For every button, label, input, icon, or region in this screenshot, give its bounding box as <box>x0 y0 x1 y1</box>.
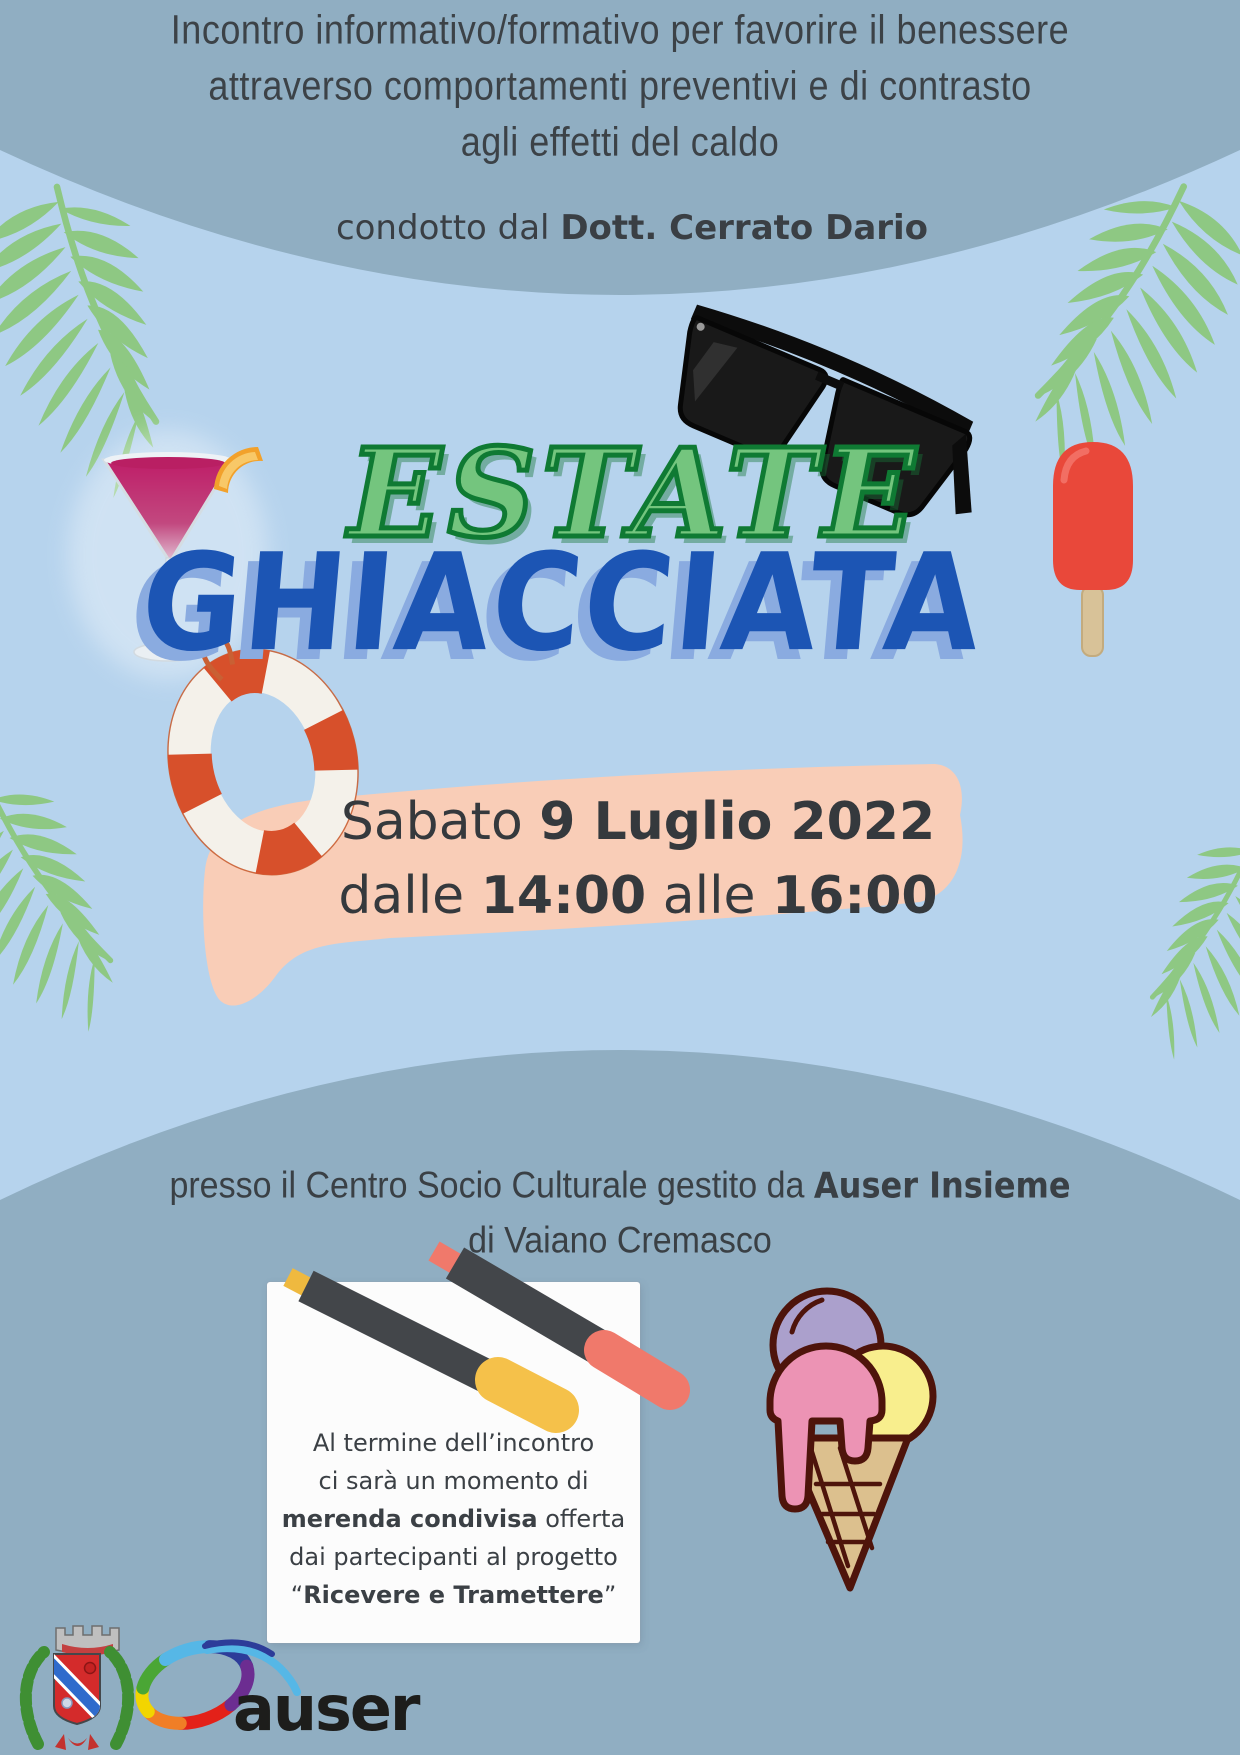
conducted-prefix: condotto dal <box>335 208 561 248</box>
note-line-2: ci sarà un momento di <box>318 1467 589 1495</box>
conducted-by-line <box>12 208 1240 248</box>
note-text <box>267 1424 640 1614</box>
venue-prefix: presso il Centro Socio Culturale gestito da <box>169 1164 814 1207</box>
end-time: 16:00 <box>772 866 938 926</box>
note-line-3 <box>267 1500 640 1538</box>
event-date-line <box>18 792 1240 852</box>
venue-org: Auser Insieme <box>813 1164 1071 1207</box>
from-label: dalle <box>338 866 481 926</box>
venue-line-1 <box>0 1158 1240 1213</box>
header-line-2: attraverso comportamenti preventivi e di contrasto <box>208 62 1032 109</box>
to-label: alle <box>646 866 773 926</box>
title-word-estate: ESTATE <box>348 421 922 565</box>
note-line-3-rest: offerta <box>537 1505 626 1533</box>
quote-close: ” <box>603 1581 617 1609</box>
note-line-4: dai partecipanti al progetto <box>289 1543 618 1571</box>
day-label: Sabato <box>340 792 540 852</box>
auser-logo-wordmark: auser <box>233 1672 419 1745</box>
note-line-5 <box>267 1576 640 1614</box>
speaker-name: Dott. Cerrato Dario <box>560 208 929 248</box>
quote-open: “ <box>290 1581 304 1609</box>
start-time: 14:00 <box>480 866 647 926</box>
event-time-line <box>18 866 1240 926</box>
note-line-1: Al termine dell’incontro <box>312 1429 595 1457</box>
header-text <box>0 2 1240 170</box>
note-bold-merenda: merenda condivisa <box>281 1505 538 1533</box>
venue-line-2: di Vaiano Cremasco <box>468 1219 772 1262</box>
event-date: 9 Luglio 2022 <box>539 792 936 852</box>
project-name: Ricevere e Tramettere <box>303 1581 604 1609</box>
title-word-ghiacciata: GHIACCIATA <box>135 524 989 682</box>
header-line-3: agli effetti del caldo <box>460 118 780 165</box>
header-line-1: Incontro informativo/formativo per favorire il benessere <box>170 6 1070 53</box>
venue-text <box>0 1158 1240 1268</box>
